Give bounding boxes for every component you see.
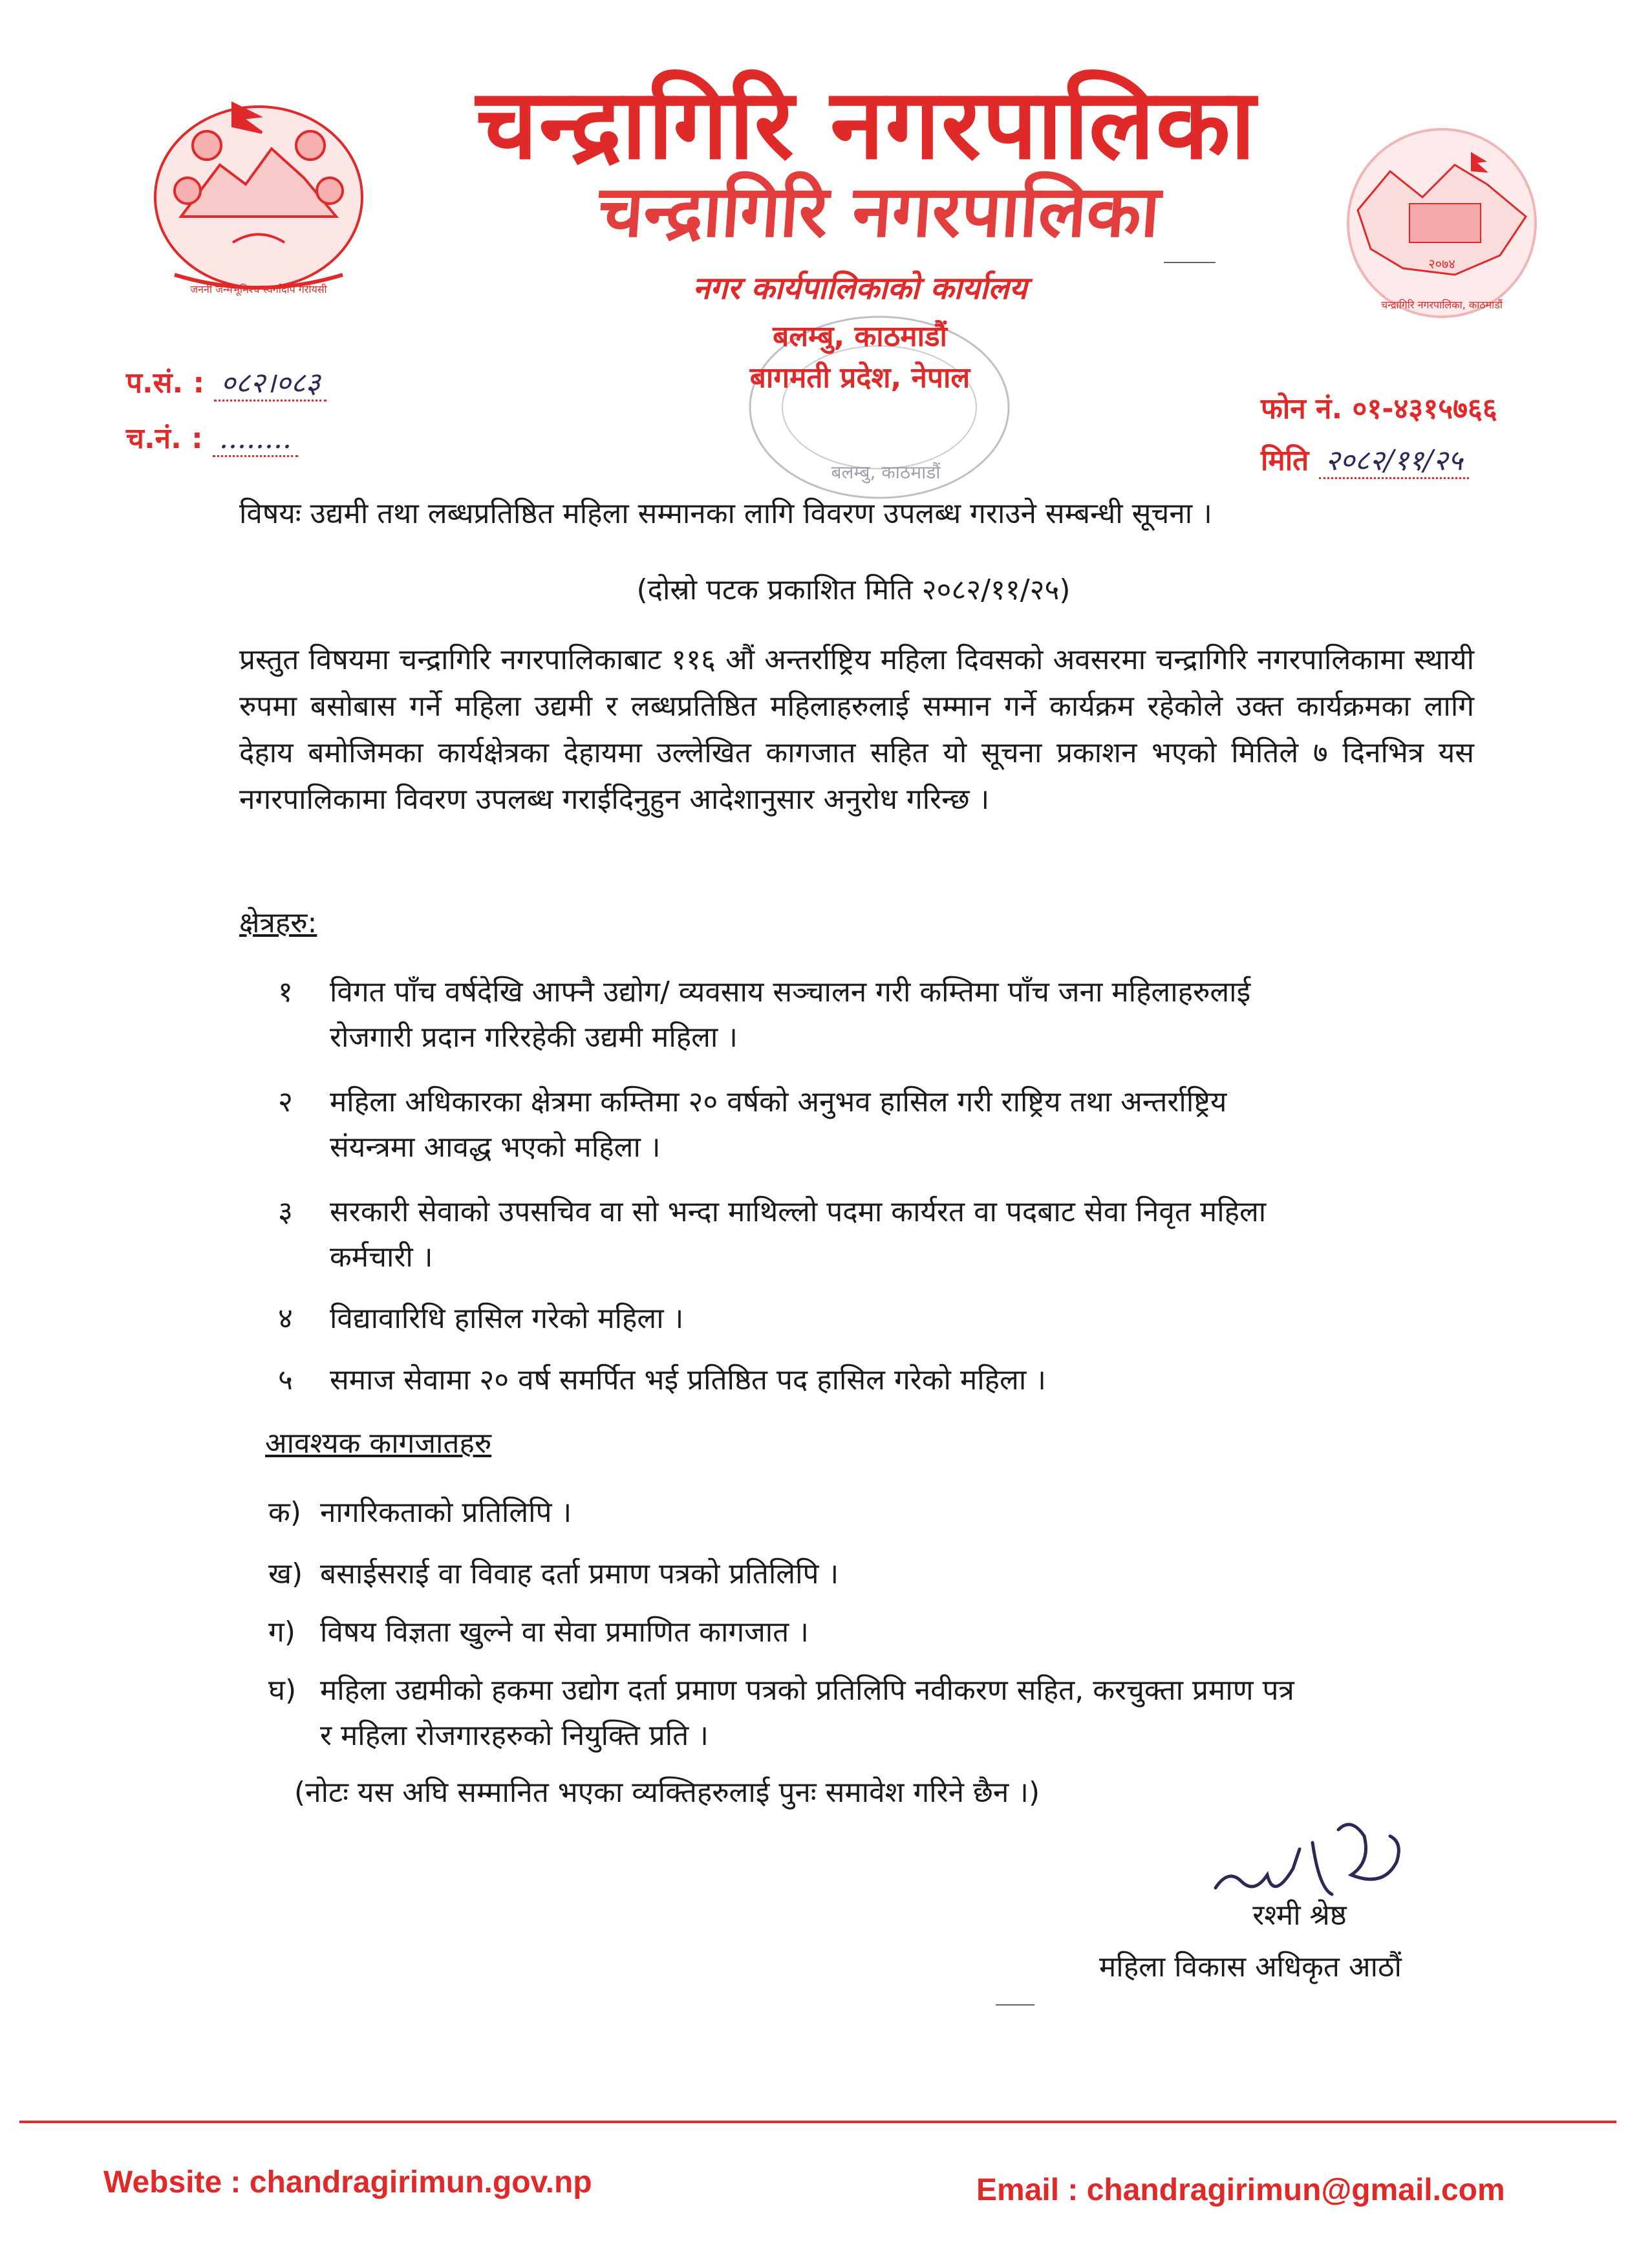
emblem-caption-text: चन्द्रागिरि नगरपालिका, काठमाडौं	[1380, 299, 1503, 311]
dispatch-number	[126, 418, 298, 456]
note-text: (नोटः यस अघि सम्मानित भएका व्यक्तिहरुलाई पुनः समावेश गरिने छैन ।)	[294, 1776, 1040, 1809]
areas-heading: क्षेत्रहरु:	[239, 906, 317, 939]
phone-number	[1261, 388, 1497, 427]
subject-line: विषयः उद्यमी तथा लब्धप्रतिष्ठित महिला सम्मानका लागि विवरण उपलब्ध गराउने सम्बन्धी सूचना ।	[239, 497, 1212, 530]
item-number: ३	[278, 1195, 293, 1228]
phone-value: ०१-४३१५७६६	[1352, 392, 1497, 425]
office-name: नगर कार्यपालिकाको कार्यालय	[692, 270, 1027, 306]
item-number: ५	[278, 1364, 293, 1396]
item-text: महिला अधिकारका क्षेत्रमा कम्तिमा २० वर्षको अनुभव हासिल गरी राष्ट्रिय तथा अन्तर्राष्ट्रिय	[330, 1086, 1227, 1118]
signer-name: रश्मी श्रेष्ठ	[1252, 1899, 1347, 1932]
org-name-stylized: चन्द्रागिरि नगरपालिका	[595, 170, 1163, 253]
item-number: घ)	[268, 1674, 297, 1707]
item-number: क)	[268, 1496, 301, 1529]
item-text-continued: कर्मचारी ।	[330, 1241, 433, 1274]
date-label: मिति	[1261, 444, 1309, 477]
phone-label: फोन नं.	[1261, 392, 1343, 425]
scan-mark	[996, 2004, 1034, 2006]
address-line-1: बलम्बु, काठमाडौं	[773, 320, 947, 353]
item-number: २	[278, 1086, 293, 1118]
documents-heading: आवश्यक कागजातहरु	[265, 1427, 492, 1460]
nepal-emblem-logo	[136, 87, 381, 301]
address-line-2: बागमती प्रदेश, नेपाल	[749, 361, 970, 394]
item-number: ख)	[268, 1557, 303, 1590]
footer-website[interactable]: Website : chandragirimun.gov.np	[103, 2165, 592, 2199]
emblem-year-text: २०७४	[1428, 256, 1455, 272]
municipality-logo	[1332, 126, 1552, 326]
notice-paragraph: प्रस्तुत विषयमा चन्द्रागिरि नगरपालिकाबाट ११६ औं अन्तर्राष्ट्रिय महिला दिवसको अवसरमा चन्द्रागिरि नगरपालिकामा स्थायी रुपमा बसोबास गर्ने महिला उद्यमी र लब्धप्रतिष्ठित महिलाहरुलाई सम्मान गर्ने कार्यक्रम रहेकोले उक्त कार्यक्रमका लागि देहाय बमोजिमका कार्यक्षेत्रका देहायमा उल्लेखित कागजात सहित यो सूचना प्रकाशन भएको मितिले ७ दिनभित्र यस नगरपालिकामा विवरण उपलब्ध गराईदिनुहुन आदेशानुसार अनुरोध गरिन्छ ।	[239, 643, 1474, 816]
item-number: ४	[278, 1302, 293, 1335]
date-value: २०८२/११/२५	[1319, 444, 1470, 479]
reference-label: प.सं. :	[126, 367, 205, 400]
item-text-continued: संयन्त्रमा आवद्ध भएको महिला ।	[330, 1131, 661, 1164]
footer-divider	[19, 2121, 1616, 2123]
item-number: १	[278, 976, 293, 1009]
reference-value: ०८२।०८३	[214, 367, 327, 401]
reference-number	[126, 362, 327, 401]
stamp-text: बलम्बु, काठमाडौं	[831, 462, 941, 483]
item-text: विगत पाँच वर्षदेखि आफ्नै उद्योग/ व्यवसाय सञ्चालन गरी कम्तिमा पाँच जना महिलाहरुलाई	[330, 976, 1251, 1009]
item-text: नागरिकताको प्रतिलिपि ।	[320, 1496, 572, 1529]
item-number: ग)	[268, 1616, 295, 1649]
item-text-continued: र महिला रोजगारहरुको नियुक्ति प्रति ।	[320, 1719, 709, 1752]
documents-list	[268, 1490, 1464, 1762]
emblem-motto-text: जननी जन्मभूमिश्च स्वर्गादपि गरीयसी	[190, 283, 327, 295]
item-text: समाज सेवामा २० वर्ष समर्पित भई प्रतिष्ठित पद हासिल गरेको महिला ।	[330, 1364, 1046, 1396]
item-text-continued: रोजगारी प्रदान गरिरहेकी उद्यमी महिला ।	[330, 1021, 738, 1054]
item-text: विद्यावारिधि हासिल गरेको महिला ।	[330, 1302, 684, 1335]
letter-date	[1261, 440, 1469, 478]
published-date: (दोस्रो पटक प्रकाशित मिति २०८२/११/२५)	[636, 573, 1071, 606]
areas-list	[278, 970, 1442, 1422]
signer-title: महिला विकास अधिकृत आठौं	[1099, 1951, 1402, 1984]
item-text: बसाईसराई वा विवाह दर्ता प्रमाण पत्रको प्रतिलिपि ।	[320, 1557, 839, 1590]
item-text: सरकारी सेवाको उपसचिव वा सो भन्दा माथिल्लो पदमा कार्यरत वा पदबाट सेवा निवृत महिला	[330, 1195, 1267, 1228]
item-text: महिला उद्यमीको हकमा उद्योग दर्ता प्रमाण पत्रको प्रतिलिपि नवीकरण सहित, करचुक्ता प्रमाण पत्र	[320, 1674, 1294, 1707]
footer-email[interactable]: Email : chandragirimun@gmail.com	[976, 2173, 1505, 2207]
org-name: चन्द्रागिरि नगरपालिका	[476, 69, 1257, 181]
dispatch-value: ........	[213, 422, 298, 457]
scan-mark	[1164, 262, 1216, 263]
item-text: विषय विज्ञता खुल्ने वा सेवा प्रमाणित कागजात ।	[320, 1616, 809, 1649]
dispatch-label: च.नं. :	[126, 422, 203, 455]
